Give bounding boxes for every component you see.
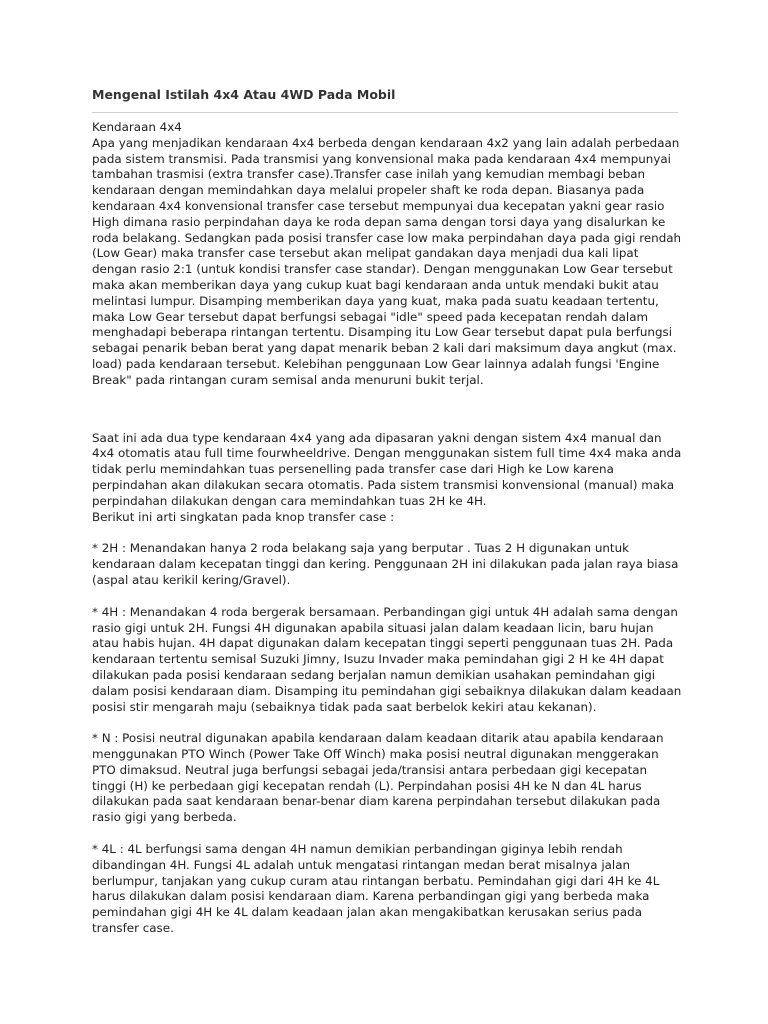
title-divider xyxy=(92,112,678,113)
spacer xyxy=(92,589,684,605)
paragraph-neutral: * N : Posisi neutral digunakan apabila kendaraan dalam keadaan ditarik atau apabila kendaraan menggunakan PTO Winch (Power Take Off Winch) maka posisi neutral digunakan menggerakan PTO dimaksud. Neutral juga berfungsi sebagai jeda/transisi antara perbedaan gigi kecepatan tinggi (H) ke perbedaan gigi kecepatan rendah (L). Perpindahan posisi 4H ke N dan 4L harus dilakukan pada saat kendaraan benar-benar diam karena perpindahan tersebut dilakukan pada rasio gigi yang berbeda. xyxy=(92,731,664,825)
paragraph-transfer-case: Apa yang menjadikan kendaraan 4x4 berbeda dengan kendaraan 4x2 yang lain adalah perbedaan pada sistem transmisi. Pada transmisi yang konvensional maka pada kendaraan 4x4 mempunyai tambahan trasmisi (extra transfer case).Transfer case inilah yang kemudian membagi beban kendaraan dengan memindahkan daya melalui propeler shaft ke roda depan. Biasanya pada kendaraan 4x4 konvensional transfer case tersebut mempunyai dua kecepatan yakni gear rasio High dimana rasio perpindahan daya ke roda depan sama dengan torsi daya yang disalurkan ke roda belakang. Sedangkan pada posisi transfer case low maka perpindahan daya pada gigi rendah (Low Gear) maka transfer case tersebut akan melipat gandakan daya menjadi dua kali lipat dengan rasio 2:1 (untuk kondisi transfer case standar). Dengan menggunakan Low Gear tersebut maka akan memberikan daya yang cukup kuat bagi kendaraan anda untuk mendaki bukit atau melintasi lumpur. Disamping memberikan daya yang kuat, maka pada suatu keadaan tertentu, maka Low Gear tersebut dapat berfungsi sebagai "idle" speed pada kecepatan rendah dalam menghadapi beberapa rintangan tertentu. Disamping itu Low Gear tersebut dapat pula berfungsi sebagai penarik beban berat yang dapat menarik beban 2 kali dari maksimum daya angkut (max. load) pada kendaraan tersebut. Kelebihan penggunaan Low Gear lainnya adalah fungsi 'Engine Break" pada rintangan curam semisal anda menuruni bukit terjal. xyxy=(92,135,682,387)
spacer xyxy=(92,826,684,842)
paragraph-4l: * 4L : 4L berfungsi sama dengan 4H namun demikian perbandingan giginya lebih rendah dibandingan 4H. Fungsi 4L adalah untuk mengatasi rintangan medan berat misalnya jalan berlumpur, tanjakan yang cukup curam atau rintangan berbatu. Pemindahan gigi dari 4H ke 4L harus dilakukan dalam posisi kendaraan diam. Karena perbandingan gigi yang berbeda maka pemindahan gigi 4H ke 4L dalam keadaan jalan akan mengakibatkan kerusakan serius pada transfer case. xyxy=(92,842,660,936)
spacer xyxy=(92,389,684,431)
paragraph-knob-intro: Berikut ini arti singkatan pada knop transfer case : xyxy=(92,509,395,524)
document-title: Mengenal Istilah 4x4 Atau 4WD Pada Mobil xyxy=(92,87,396,102)
spacer xyxy=(92,525,684,541)
section-heading: Kendaraan 4x4 xyxy=(92,120,182,134)
paragraph-4h: * 4H : Menandakan 4 roda bergerak bersamaan. Perbandingan gigi untuk 4H adalah sama dengan rasio gigi untuk 2H. Fungsi 4H digunakan apabila situasi jalan dalam keadaan licin, baru hujan atau habis hujan. 4H dapat digunakan dalam kecepatan tinggi seperti penggunaan tuas 2H. Pada kendaraan tertentu semisal Suzuki Jimny, Isuzu Invader maka pemindahan gigi 2 H ke 4H dapat dilakukan pada posisi kendaraan sedang berjalan namun demikian usahakan pemindahan gigi dalam posisi kendaraan diam. Disamping itu pemindahan gigi sebaiknya dilakukan dalam keadaan posisi stir mengarah maju (sebaiknya tidak pada saat berbelok kekiri atau kekanan). xyxy=(92,604,682,714)
spacer xyxy=(92,715,684,731)
document-body xyxy=(92,120,684,937)
paragraph-2h: * 2H : Menandakan hanya 2 roda belakang saja yang berputar . Tuas 2 H digunakan untuk kendaraan dalam kecepatan tinggi dan kering. Penggunaan 2H ini dilakukan pada jalan raya biasa (aspal atau kerikil kering/Gravel). xyxy=(92,541,679,587)
paragraph-types: Saat ini ada dua type kendaraan 4x4 yang ada dipasaran yakni dengan sistem 4x4 manual dan 4x4 otomatis atau full time fourwheeldrive. Dengan menggunakan sistem full time 4x4 maka anda tidak perlu memindahkan tuas persenelling pada transfer case dari High ke Low karena perpindahan akan dilakukan secara otomatis. Pada sistem transmisi konvensional (manual) maka perpindahan dilakukan dengan cara memindahkan tuas 2H ke 4H. xyxy=(92,430,682,508)
